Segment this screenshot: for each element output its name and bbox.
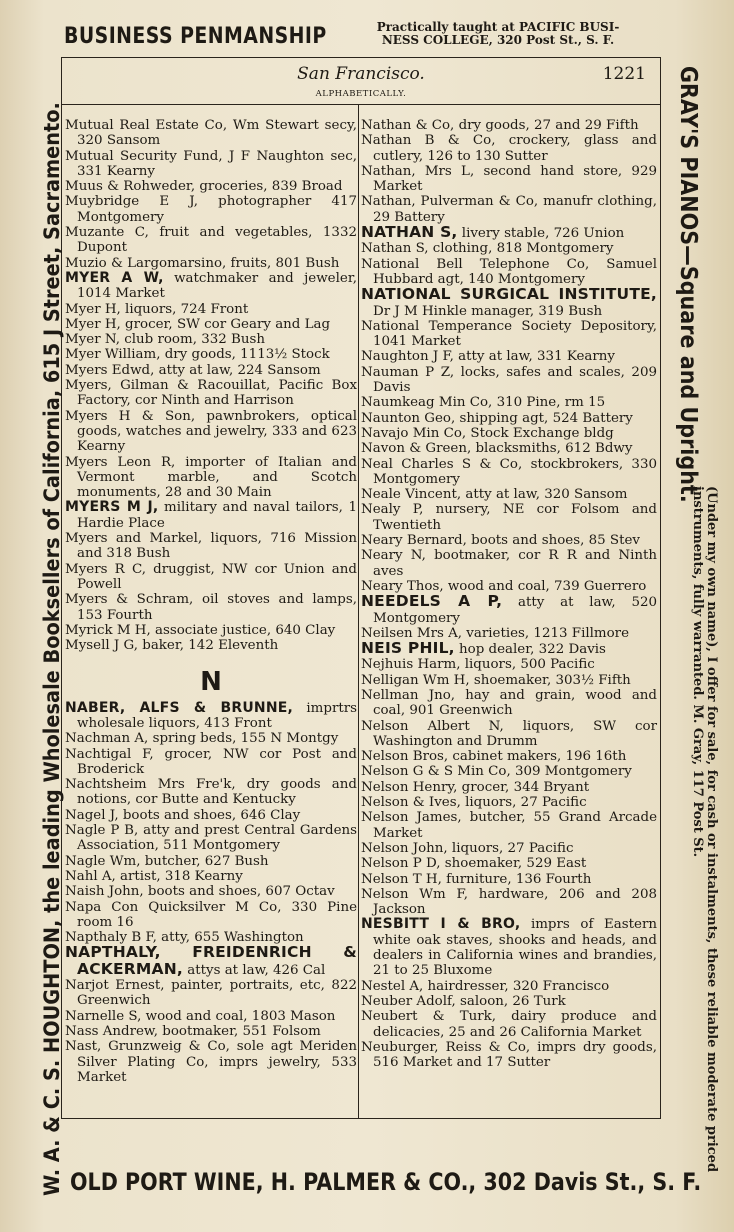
- entry-text: Naish John, boots and shoes, 607 Octav: [65, 884, 335, 900]
- section-letter: N: [200, 667, 222, 698]
- entry-text: Nelson John, liquors, 27 Pacific: [361, 840, 574, 856]
- directory-entry: [65, 332, 357, 347]
- entry-name: MYER A W,: [65, 269, 164, 286]
- entry-text: Neary N, bootmaker, cor R R and Ninth aves: [361, 548, 657, 579]
- entry-text: Navon & Green, blacksmiths, 612 Bdwy: [361, 441, 633, 457]
- directory-entry: [65, 731, 357, 746]
- directory-entry: [65, 978, 357, 1009]
- entry-text: Muzio & Largomarsino, fruits, 801 Bush: [65, 255, 340, 271]
- directory-entry: [65, 149, 357, 180]
- directory-entry: [361, 426, 657, 441]
- entry-name: MYERS M J,: [65, 499, 159, 516]
- entry-text: Nathan, Pulverman & Co, manufr clothing, 29 Battery: [361, 194, 657, 225]
- directory-entry: [361, 795, 657, 810]
- entry-text: Nelligan Wm H, shoemaker, 303½ Fifth: [361, 672, 631, 688]
- entry-text: Myers and Markel, liquors, 716 Mission and 318 Bush: [65, 531, 357, 562]
- entry-text: Mutual Real Estate Co, Wm Stewart secy, 320 Sansom: [65, 118, 357, 149]
- directory-entry: [65, 500, 357, 531]
- entry-text: Muybridge E J, photographer 417 Montgomery: [65, 194, 357, 225]
- directory-entry: [65, 363, 357, 378]
- entry-text: Nathan & Co, dry goods, 27 and 29 Fifth: [361, 118, 639, 133]
- entry-text: Nelson G & S Min Co, 309 Montgomery: [361, 764, 632, 780]
- entry-text: Nelson T H, furniture, 136 Fourth: [361, 871, 592, 887]
- top-ad-line-2: NESS COLLEGE, 320 Post St., S. F.: [381, 33, 615, 47]
- entry-text: livery stable, 726 Union: [457, 226, 625, 242]
- top-advertisement: [64, 18, 674, 54]
- directory-entry: [65, 701, 357, 732]
- directory-entry: [361, 979, 657, 994]
- entry-text: Nelson & Ives, liquors, 27 Pacific: [361, 795, 587, 811]
- entry-text: Myers H & Son, pawnbrokers, optical goods, watches and jewelry, 333 and 623 Kearny: [65, 408, 357, 455]
- entry-name: NEEDELS A P,: [361, 592, 503, 611]
- directory-entry: [361, 548, 657, 579]
- entry-text: Naughton J F, atty at law, 331 Kearny: [361, 349, 615, 365]
- directory-entry: [65, 854, 357, 869]
- directory-entry: [65, 562, 357, 593]
- entry-text: Myers & Schram, oil stoves and lamps, 153 Fourth: [65, 592, 357, 623]
- directory-entry: [361, 872, 657, 887]
- entry-text: Dr J M Hinkle manager, 319 Bush: [373, 303, 603, 319]
- entry-text: military and naval tailors, 1 Hardie Place: [77, 500, 358, 531]
- entry-text: Mysell J G, baker, 142 Eleventh: [65, 638, 279, 654]
- entry-text: Nachtigal F, grocer, NW cor Post and Broderick: [65, 746, 357, 777]
- directory-entry: [361, 118, 657, 133]
- directory-entry: [65, 317, 357, 332]
- directory-entry: [65, 347, 357, 362]
- directory-entry: [361, 1009, 657, 1040]
- entry-text: Nestel A, hairdresser, 320 Francisco: [361, 978, 610, 994]
- directory-entry: [361, 533, 657, 548]
- entry-text: Nathan, Mrs L, second hand store, 929 Market: [361, 163, 657, 195]
- entry-text: Narjot Ernest, painter, portraits, etc, 822 Greenwich: [65, 978, 357, 1009]
- entry-name: NABER, ALFS & BRUNNE,: [65, 699, 294, 716]
- directory-entry: [65, 378, 357, 409]
- entry-name: NATHAN S,: [361, 223, 458, 242]
- entry-text: Naunton Geo, shipping agt, 524 Battery: [361, 410, 633, 426]
- entry-text: Nellman Jno, hay and grain, wood and coal, 901 Greenwich: [361, 687, 657, 719]
- directory-entry: [361, 994, 657, 1009]
- directory-entry: [361, 349, 657, 364]
- directory-entry: [361, 887, 657, 918]
- left-margin-ad-text: W. A. & C. S. HOUGHTON, the leading Wholesale Booksellers of California, 615 J Street, Sacramento.: [40, 102, 64, 1196]
- entry-text: Nast, Grunzweig & Co, sole agt Meriden Silver Plating Co, imprs jewelry, 533 Market: [65, 1039, 357, 1085]
- page-header: [62, 58, 660, 105]
- entry-text: Neary Thos, wood and coal, 739 Guerrero: [361, 578, 647, 594]
- entry-text: Mutual Security Fund, J F Naughton sec, 331 Kearny: [65, 148, 357, 179]
- directory-entry: [361, 841, 657, 856]
- entry-text: Nachtsheim Mrs Fre'k, dry goods and notions, cor Butte and Kentucky: [65, 777, 357, 808]
- top-ad-line-1: Practically taught at PACIFIC BUSI-: [376, 20, 620, 34]
- entry-text: Nass Andrew, bootmaker, 551 Folsom: [65, 1023, 321, 1039]
- directory-entry: [361, 225, 657, 241]
- entry-text: Navajo Min Co, Stock Exchange bldg: [361, 425, 614, 441]
- top-ad-headline: BUSINESS PENMANSHIP: [64, 23, 327, 49]
- directory-entry: [65, 945, 357, 978]
- directory-entry: [361, 133, 657, 164]
- entry-text: Nathan S, clothing, 818 Montgomery: [361, 241, 614, 257]
- entry-text: Nahl A, artist, 318 Kearny: [65, 868, 243, 884]
- directory-entry: [361, 395, 657, 410]
- directory-entry: [65, 884, 357, 899]
- column-divider: [358, 104, 359, 1118]
- directory-entry: [361, 365, 657, 396]
- directory-entry: [361, 657, 657, 672]
- entry-text: Neary Bernard, boots and shoes, 85 Stev: [361, 533, 640, 549]
- directory-entry: [361, 688, 657, 719]
- directory-entry: [65, 256, 357, 271]
- right-column: [361, 118, 657, 1070]
- directory-entry: [65, 271, 357, 302]
- entry-text: attys at law, 426 Cal: [183, 962, 326, 978]
- entry-text: National Bell Telephone Co, Samuel Hubbard agt, 140 Montgomery: [361, 256, 657, 287]
- directory-entry: [361, 487, 657, 502]
- entry-text: Napa Con Quicksilver M Co, 330 Pine room 16: [65, 899, 357, 930]
- entry-text: Nagel J, boots and shoes, 646 Clay: [65, 807, 301, 823]
- directory-entry: [361, 764, 657, 779]
- directory-entry: [65, 194, 357, 225]
- entry-text: Nelson P D, shoemaker, 529 East: [361, 856, 587, 872]
- directory-entry: [361, 780, 657, 795]
- entry-text: Nelson Albert N, liquors, SW cor Washington and Drumm: [361, 718, 657, 749]
- directory-entry: [361, 287, 657, 319]
- directory-entry: [65, 777, 357, 808]
- entry-text: hop dealer, 322 Davis: [454, 642, 606, 658]
- right-margin-ad-text: GRAY'S PIANOS—Square and Upright.: [675, 66, 701, 503]
- entry-text: Myrick M H, associate justice, 640 Clay: [65, 622, 336, 638]
- entry-text: Neubert & Turk, dairy produce and delicacies, 25 and 26 California Market: [361, 1009, 657, 1040]
- top-ad-details: [328, 21, 668, 47]
- right-margin-advertisement: [675, 66, 701, 551]
- entry-name: NESBITT I & BRO,: [361, 916, 521, 933]
- entry-text: Myer N, club room, 332 Bush: [65, 332, 265, 348]
- entry-text: Myers R C, druggist, NW cor Union and Powell: [65, 561, 357, 592]
- directory-entry: [361, 1040, 657, 1071]
- directory-entry: [65, 179, 357, 194]
- directory-entry: [65, 1039, 357, 1085]
- entry-text: Myer H, liquors, 724 Front: [65, 301, 249, 317]
- left-column: [65, 118, 357, 1085]
- entry-text: imprs of Eastern white oak staves, shooks and heads, and dealers in California wines and brandies, 21 to 25 Bluxome: [373, 917, 657, 979]
- entry-text: Nealy P, nursery, NE cor Folsom and Twentieth: [361, 502, 657, 533]
- entry-text: Naumkeag Min Co, 310 Pine, rm 15: [361, 395, 606, 411]
- directory-entry: [65, 1024, 357, 1039]
- bottom-advertisement: OLD PORT WINE, H. PALMER & CO., 302 Davis St., S. F.: [70, 1168, 702, 1196]
- directory-entry: [361, 594, 657, 626]
- entry-text: Nagle Wm, butcher, 627 Bush: [65, 853, 269, 869]
- directory-entry: [65, 592, 357, 623]
- directory-entry: [65, 623, 357, 638]
- directory-entry: [65, 900, 357, 931]
- entry-name: NAPTHALY, FREIDENRICH & ACKERMAN,: [65, 943, 357, 978]
- city-title: San Francisco.: [297, 64, 425, 84]
- entry-text: Nelson Wm F, hardware, 206 and 208 Jackson: [361, 886, 657, 918]
- entry-name: NATIONAL SURGICAL INSTITUTE,: [361, 285, 657, 304]
- entry-text: Muus & Rohweder, groceries, 839 Broad: [65, 179, 343, 195]
- directory-entry: [65, 638, 357, 653]
- page-number: 1221: [602, 64, 646, 84]
- directory-entry: [361, 241, 657, 256]
- directory-entry: [65, 869, 357, 884]
- directory-entry: [65, 747, 357, 778]
- entry-name: NEIS PHIL,: [361, 639, 455, 658]
- page-frame: [61, 57, 661, 1119]
- entry-text: Myer H, grocer, SW cor Geary and Lag: [65, 316, 331, 332]
- entry-text: Neuburger, Reiss & Co, imprs dry goods, 516 Market and 17 Sutter: [361, 1039, 657, 1071]
- entry-text: atty at law, 520 Montgomery: [373, 595, 658, 626]
- directory-entry: [65, 225, 357, 256]
- entry-text: Narnelle S, wood and coal, 1803 Mason: [65, 1008, 336, 1024]
- entry-text: National Temperance Society Depository, 1041 Market: [361, 318, 657, 350]
- directory-entry: [361, 810, 657, 841]
- directory-entry: [361, 164, 657, 195]
- entry-text: Neal Charles S & Co, stockbrokers, 330 Montgomery: [361, 456, 657, 487]
- entry-text: Neuber Adolf, saloon, 26 Turk: [361, 993, 566, 1009]
- entry-text: Nachman A, spring beds, 155 N Montgy: [65, 731, 339, 747]
- entry-text: Nelson James, butcher, 55 Grand Arcade Market: [361, 810, 657, 841]
- directory-entry: [361, 194, 657, 225]
- directory-entry: [65, 409, 357, 455]
- entry-text: Nelson Bros, cabinet makers, 196 16th: [361, 749, 627, 765]
- directory-entry: [65, 531, 357, 562]
- entry-text: Neale Vincent, atty at law, 320 Sansom: [361, 487, 628, 503]
- directory-entry: [361, 856, 657, 871]
- directory-entry: [361, 502, 657, 533]
- entry-text: Myers Leon R, importer of Italian and Vermont marble, and Scotch monuments, 28 and 30 Main: [65, 454, 357, 501]
- left-margin-advertisement: [40, 76, 64, 1196]
- directory-entry: [361, 749, 657, 764]
- entry-text: Nagle P B, atty and prest Central Gardens Association, 511 Montgomery: [65, 823, 357, 854]
- directory-entry: [361, 411, 657, 426]
- directory-entry: [361, 719, 657, 750]
- entry-text: Nejhuis Harm, liquors, 500 Pacific: [361, 657, 595, 673]
- directory-entry: [361, 917, 657, 978]
- entry-text: Myers Edwd, atty at law, 224 Sansom: [65, 362, 321, 378]
- entry-text: imprtrs wholesale liquors, 413 Front: [77, 700, 357, 731]
- entry-text: Neilsen Mrs A, varieties, 1213 Fillmore: [361, 625, 629, 641]
- directory-entry: [65, 118, 357, 149]
- directory-entry: [361, 257, 657, 288]
- directory-entry: [361, 441, 657, 456]
- directory-entry: [65, 302, 357, 317]
- entry-text: Myer William, dry goods, 1113½ Stock: [65, 347, 330, 363]
- header-subtitle: ALPHABETICALLY.: [315, 89, 407, 99]
- directory-entry: [361, 457, 657, 488]
- entry-text: Nelson Henry, grocer, 344 Bryant: [361, 779, 590, 795]
- directory-entry: [361, 673, 657, 688]
- entry-text: Myers, Gilman & Racouillat, Pacific Box Factory, cor Ninth and Harrison: [65, 378, 357, 409]
- entry-text: Muzante C, fruit and vegetables, 1332 Dupont: [65, 225, 357, 256]
- directory-entry: [65, 808, 357, 823]
- directory-entry: [361, 319, 657, 350]
- directory-entry: [361, 641, 657, 657]
- entry-text: watchmaker and jeweler, 1014 Market: [77, 270, 357, 302]
- right-margin-note: (Under my own name), I offer for sale, for cash or instalments, these reliable moderate priced instruments, fully warranted. M. Gray, 117 Post St.: [690, 486, 719, 1173]
- entry-text: Nauman P Z, locks, safes and scales, 209 Davis: [361, 364, 657, 396]
- entry-text: Nathan B & Co, crockery, glass and cutlery, 126 to 130 Sutter: [361, 133, 657, 164]
- directory-entry: [65, 823, 357, 854]
- directory-entry: [65, 1009, 357, 1024]
- directory-entry: [65, 455, 357, 501]
- entry-text: Napthaly B F, atty, 655 Washington: [65, 930, 304, 946]
